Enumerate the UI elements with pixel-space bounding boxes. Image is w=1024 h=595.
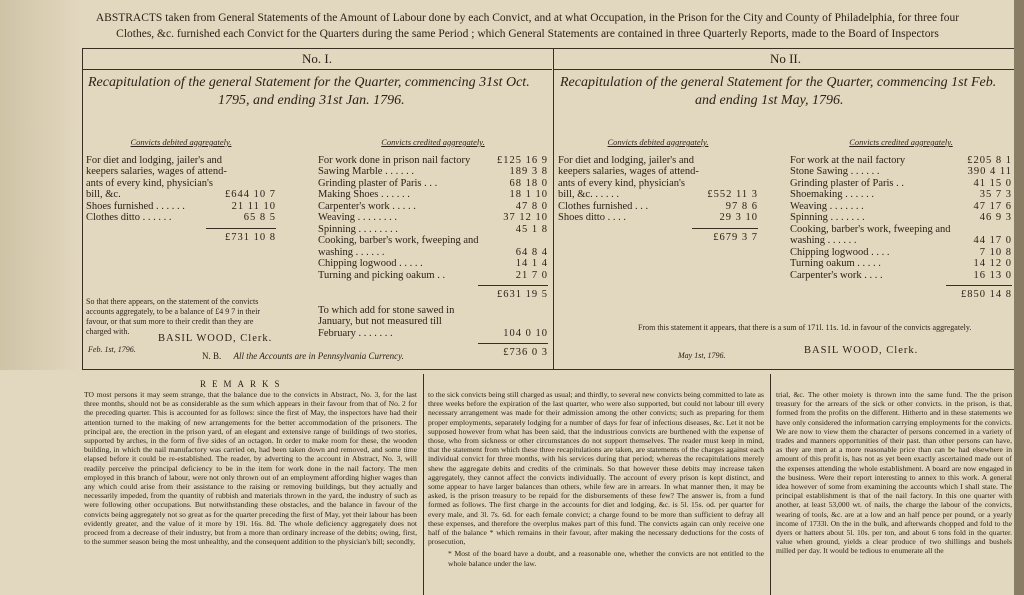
remarks-column-3	[776, 390, 1012, 595]
panel-1-credit-label: For work done in prison nail factory	[318, 154, 471, 166]
panel-1-debits	[86, 137, 276, 243]
panel-1-credit-label: Grinding plaster of Paris . . .	[318, 177, 438, 189]
panel-2-credit-row	[790, 189, 1012, 201]
panel-1-credit-amount: 18 1 10	[509, 189, 548, 200]
panel-1-credit-label: Spinning . . . . . . . .	[318, 223, 398, 235]
remarks-divider-2	[770, 374, 771, 595]
panel-1-credit-amount: 64 8 4	[515, 246, 548, 258]
panel-1-credited-head: Convicts credited aggregately.	[381, 137, 485, 147]
panel-1-debit-row	[86, 189, 276, 201]
panel-1-credit-amount: 21 7 0	[515, 269, 548, 281]
recapitulation-table	[82, 48, 1017, 370]
panel-2-credit-amount: 390 4 11	[967, 166, 1012, 177]
panel-2-credit-row	[790, 212, 1012, 224]
panel-2-credit-amount: £205 8 1	[967, 154, 1012, 166]
panel-2-debit-total: £679 3 7	[692, 228, 758, 244]
panel-2-credit-row	[790, 224, 1012, 236]
panel-2-credit-amount: 44 17 0	[973, 235, 1012, 246]
panel-2-credit-row	[790, 201, 1012, 213]
panel-1-credit-label: Weaving . . . . . . . .	[318, 212, 398, 223]
panel-2-credit-label: Weaving . . . . . . .	[790, 200, 864, 212]
panel-no-2	[554, 49, 1017, 369]
panel-2-balance-note: From this statement it appears, that there is a sum of 171l. 11s. 1d. in favour of the convicts aggregately.	[638, 323, 972, 332]
panel-2-credit-label: Turning oakum . . . . .	[790, 258, 881, 269]
remarks-column-1	[84, 390, 417, 595]
panel-2-debit-amount: £552 11 3	[707, 189, 758, 200]
panel-2-credit-row	[790, 178, 1012, 190]
panel-1-debit-amount: 21 11 10	[231, 200, 276, 212]
panel-2-date: May 1st, 1796.	[678, 351, 726, 360]
panel-2-credit-row	[790, 235, 1012, 247]
remarks-footnote: * Most of the board have a doubt, and a reasonable one, whether the convicts are not entitled to the whole balance under the law.	[448, 549, 764, 568]
panel-1-debit-row	[86, 155, 276, 167]
panel-2-credit-list	[790, 155, 1012, 282]
panel-2-title-line-2: and ending 1st May, 1796.	[695, 93, 844, 108]
panel-1-credit-row	[318, 258, 548, 270]
panel-1-credit-label: Cooking, barber's work, fweeping and	[318, 235, 479, 246]
panel-1-title	[82, 70, 552, 110]
panel-2-credited-head: Convicts credited aggregately.	[849, 137, 953, 147]
panel-1-balance-note: So that there appears, on the statement of the convicts accounts aggregately, to be a balance of £4 9 7 in their favour, or that sum more to their credit than they are charged with.	[86, 297, 261, 336]
panel-2-credit-label: Cooking, barber's work, fweeping and	[790, 223, 951, 235]
remarks-title: REMARKS	[200, 379, 286, 389]
panel-2-credit-row	[790, 258, 1012, 270]
panel-1-credit-amount: 68 18 0	[509, 177, 548, 189]
panel-2-debit-list	[558, 155, 758, 224]
panel-1-title-line-1: Recapitulation of the general Statement for the Quarter, commencing 31st Oct.	[88, 75, 530, 90]
panel-2-debit-row	[558, 155, 758, 167]
panel-2-credit-amount: 7 10 8	[979, 246, 1012, 258]
panel-2-credit-amount: 46 9 3	[979, 212, 1012, 223]
panel-2-credit-amount: 41 15 0	[973, 177, 1012, 189]
panel-2-credit-row	[790, 166, 1012, 178]
panel-1-credit-row	[318, 189, 548, 201]
panel-1-credit-row	[318, 224, 548, 236]
panel-1-credit-label: Chipping logwood . . . . .	[318, 258, 423, 269]
panel-1-title-line-2: 1795, and ending 31st Jan. 1796.	[218, 93, 405, 108]
panel-2-credit-label: For work at the nail factory	[790, 154, 906, 166]
page-edge	[1014, 0, 1024, 595]
remarks-divider-1	[423, 374, 424, 595]
panel-2-credit-label: Grinding plaster of Paris . .	[790, 177, 905, 189]
panel-1-debit-amount: 65 8 5	[243, 212, 276, 223]
panel-2-debit-row	[558, 189, 758, 201]
panel-1-nb-label: N. B.	[202, 351, 222, 361]
panel-1-debit-list	[86, 155, 276, 224]
panel-1-credit-amount: £125 16 9	[497, 154, 548, 166]
panel-2-credit-total: £850 14 8	[946, 285, 1012, 301]
panel-1-nb-text: All the Accounts are in Pennsylvania Currency.	[233, 351, 404, 361]
panel-1-credit-row	[318, 166, 548, 178]
header-line-1: ABSTRACTS taken from General Statements of the Amount of Labour done by each Convict, and at what Occupation, in the Prison for the City and County of Philadelphia, for three four	[95, 12, 960, 24]
panel-1-debit-row	[86, 166, 276, 178]
panel-1-credit-row	[318, 235, 548, 247]
panel-1-credit-list	[318, 155, 548, 282]
panel-1-credit-amount: 14 1 4	[515, 258, 548, 269]
panel-1-stone-row	[318, 328, 548, 340]
panel-2-credit-row	[790, 155, 1012, 167]
panel-2-debit-label: For diet and lodging, jailer's and	[558, 154, 695, 166]
panel-2-credit-amount: 14 12 0	[973, 258, 1012, 269]
panel-2-debit-label: keepers salaries, wages of attend-	[558, 166, 699, 177]
panel-1-stone-amount: 104 0 10	[503, 327, 548, 339]
panel-1-credit-amount: 47 8 0	[515, 200, 548, 212]
panel-1-credit-amount: 45 1 8	[515, 223, 548, 235]
panel-2-clerk: BASIL WOOD, Clerk.	[804, 345, 919, 356]
panel-1-debit-row	[86, 201, 276, 213]
panel-2-number: No II.	[554, 51, 1017, 70]
panel-1-debit-label: ants of every kind, physician's	[86, 177, 213, 189]
panel-1-debited-head: Convicts debited aggregately.	[130, 137, 232, 147]
panel-2-debit-amount: 29 3 10	[719, 212, 758, 223]
panel-2-credit-label: Stone Sawing . . . . . .	[790, 166, 880, 177]
panel-1-credit-subtotal: £631 19 5	[478, 285, 548, 301]
panel-2-debit-row	[558, 166, 758, 178]
panel-1-debit-label: keepers salaries, wages of attend-	[86, 166, 227, 177]
panel-2-debit-label: Shoes ditto . . . .	[558, 212, 626, 223]
panel-2-credit-amount: 16 13 0	[973, 269, 1012, 281]
panel-2-credits	[790, 137, 1012, 301]
panel-1-clerk: BASIL WOOD, Clerk.	[158, 333, 273, 344]
page-shadow	[0, 0, 80, 370]
panel-1-credit-amount: 189 3 8	[509, 166, 548, 177]
panel-1-credit-label: Sawing Marble . . . . . .	[318, 166, 414, 177]
panel-no-1	[82, 49, 552, 369]
panel-2-credit-label: washing . . . . . .	[790, 235, 857, 246]
panel-2-credit-label: Chipping logwood . . . .	[790, 246, 890, 258]
panel-1-credit-label: Making Shoes . . . . . .	[318, 189, 410, 200]
panel-1-credit-amount: 37 12 10	[503, 212, 548, 223]
panel-1-credit-row	[318, 201, 548, 213]
panel-2-title-line-1: Recapitulation of the general Statement for the Quarter, commencing 1st Feb.	[560, 75, 997, 90]
panel-1-credit-row	[318, 155, 548, 167]
header-line-2: Clothes, &c. furnished each Convict for the Quarters during the same Period ; which General Statements are contained in three Quarterly Reports, made to the Board of Inspectors	[116, 28, 939, 40]
panel-1-credit-row	[318, 178, 548, 190]
panel-1-stone-note-line-3: February . . . . . . .	[318, 327, 393, 339]
panel-2-debit-row	[558, 178, 758, 190]
panel-2-debit-amount: 97 8 6	[725, 200, 758, 212]
panel-1-debit-amount: £644 10 7	[225, 189, 276, 200]
panel-1-date: Feb. 1st, 1796.	[88, 345, 136, 354]
panel-1-credit-label: washing . . . . . .	[318, 246, 385, 258]
panel-2-debit-row	[558, 201, 758, 213]
panel-2-debit-label: bill, &c. . . . . .	[558, 189, 619, 200]
panel-2-credit-row	[790, 270, 1012, 282]
panel-1-credit-label: Carpenter's work . . . . .	[318, 200, 416, 212]
panel-2-debit-label: ants of every kind, physician's	[558, 177, 685, 189]
panel-2-debit-row	[558, 212, 758, 224]
panel-1-stone-note-line-1: To which add for stone sawed in	[318, 304, 455, 316]
panel-1-debit-label: Shoes furnished . . . . . .	[86, 200, 185, 212]
panel-1-debit-label: For diet and lodging, jailer's and	[86, 154, 223, 166]
remarks-column-1-text: TO most persons it may seem strange, that the balance due to the convicts in Abstract, No. 3, for the last three months, should not be as considerable as the sum which appears in their favour from that of No. 2 for the preceding quarter. This is accounted for as follows: since the first of May, the inspectors have had their attention turned to the making of new arrangements for the better accommodation of the prisoners. The principal are, the erection in the prison yard, of an elegant and extensive range of buildings of two stories, supported by arches, in the form of five sides of an octagon. In order to make room for these, the wooden building, in which the nail manufactory was carried on, had been taken down and removed, and some time elapsed before it could be re-established. The reader, by adverting to the account in Abstract, No. 3, will readily perceive the principal deficiency to be in the item for work done in the nail factory. The men employed in this branch of labour, were not only thrown out of an employment affording higher wages than any which could arise from their assistance to the raising or removing buildings, but they actually and necessarily impeded, from the quantity of rubbish and materials thrown in the yard, the industry of such as were following other occupations. But notwithstanding these obstacles, and the balance in favour of the convicts being aggregately not so great as for the quarter preceding the first of May, yet their labour has been evidently greater, and the value of it more by 19l. 16s. 8d. The whole deficiency aggregately does not proceed from a decrease of their industry, but from a more than ordinary increase of the debits; owing, first, to the summer season being the most unhealthy, and the consequent addition to the physician's bill; secondly,	[84, 390, 417, 547]
panel-1-nb	[202, 351, 542, 363]
panel-1-debit-label: Clothes ditto . . . . . .	[86, 212, 172, 223]
remarks-column-2	[428, 390, 764, 595]
panel-1-credit-total: £736 0 3	[478, 343, 548, 359]
panel-2-title	[554, 70, 1017, 110]
panel-1-number: No. I.	[82, 51, 552, 70]
panel-2-credit-label: Carpenter's work . . . .	[790, 269, 883, 281]
panel-1-credit-label: Turning and picking oakum . .	[318, 269, 446, 281]
panel-2-debit-label: Clothes furnished . . .	[558, 200, 649, 212]
panel-1-credit-row	[318, 212, 548, 224]
panel-2-credit-row	[790, 247, 1012, 259]
document-header	[40, 10, 1015, 42]
panel-2-debits	[558, 137, 758, 243]
panel-1-debit-total: £731 10 8	[206, 228, 276, 244]
remarks-column-2-text: to the sick convicts being still charged as usual; and thirdly, to several new convicts being committed to late as three weeks before the expiration of the last quarter, who were also supported, but could not labour till every necessary arrangement was made for their admission among the other convicts; such as preparing for them proper employments, separately lodging for a number of days for fear of infectious diseases, &c. Let it not be supposed however from what has been said, that the industrious convicts are burthened with the expense of those, who from sickness or other circumstances do not support themselves. The reader must keep in mind, that the statement from which these three recapitulations are taken, are statements of the charges against each individual convict for three months, with his services during that period; whereas the recapitulations merely shew the aggregate debits and credits of the criminals. So that however these debits may increase taken aggregately, they cannot affect the convicts individually. The account of every prison is kept distinct, and some appear to have larger balances than others, while few are in arrears. In what manner then, it may be asked, is the prison treasury to be repaid for the disbursements of these few? The answer is, from a fund formed as follows. The first charge in the accounts for diet and lodging, &c. is 5l. 15s. od. per quarter for every male, and 3l. 7s. 6d. for each female convict; a charge found to be more than sufficient to defray all these expenses, and therefore the overplus makes part of this fund. The convicts again can only receive one half of the balance * which remains in their favour, after making the necessary deductions for the costs of prosecution,	[428, 390, 764, 547]
panel-1-credit-row	[318, 247, 548, 259]
panel-1-credits	[318, 137, 548, 359]
panel-2-credit-amount: 47 17 6	[973, 200, 1012, 212]
remarks-column-3-text: trial, &c. The other moiety is thrown into the same fund. The the prison treasury for the arrears of the sick or other convicts. in the prison, is that, formed from the profits on the different. Hitherto and in these statements we have only considered the information carrying employments for the convicts. We are now to view them the character of persons concerned in a variety of trades and manners opportunities of their past. than other persons can have, as they are men at a more reasonable price than can be had elsewhere in amount of this profit is, has not as yet been exactly ascertained made out of the expenses attending the whole establishment. A board are now engaged in the business. Were their report interesting to annex to this work. A general idea however of some from examining the accounts which I shall state. The principal establishment is that of the nail factory. In this one quarter with another, at least 53,000 wt. of nails, the charge the labour of the convicts, wearing of tools, &c. are at a low and an half pence per pound, or a yearly income of 1733l. On the in the bulk, and afterwards chopped and fold to the dyers or hatters about 5l. 10s. per ton, and about 6 tons fold in the quarter. value when ground, yields a clear produce of two shillings and bushels milled per day. It would be tedious to enumerate all the	[776, 390, 1012, 556]
panel-1-credit-row	[318, 270, 548, 282]
panel-1-debit-row	[86, 178, 276, 190]
panel-1-debit-row	[86, 212, 276, 224]
panel-1-stone-note-line-2: January, but not measured till	[318, 316, 442, 327]
panel-2-debited-head: Convicts debited aggregately.	[607, 137, 709, 147]
panel-2-credit-label: Spinning . . . . . . .	[790, 212, 865, 223]
panel-2-credit-label: Shoemaking . . . . . .	[790, 189, 874, 200]
panel-2-credit-amount: 35 7 3	[979, 189, 1012, 200]
panel-1-debit-label: bill, &c.	[86, 189, 121, 200]
